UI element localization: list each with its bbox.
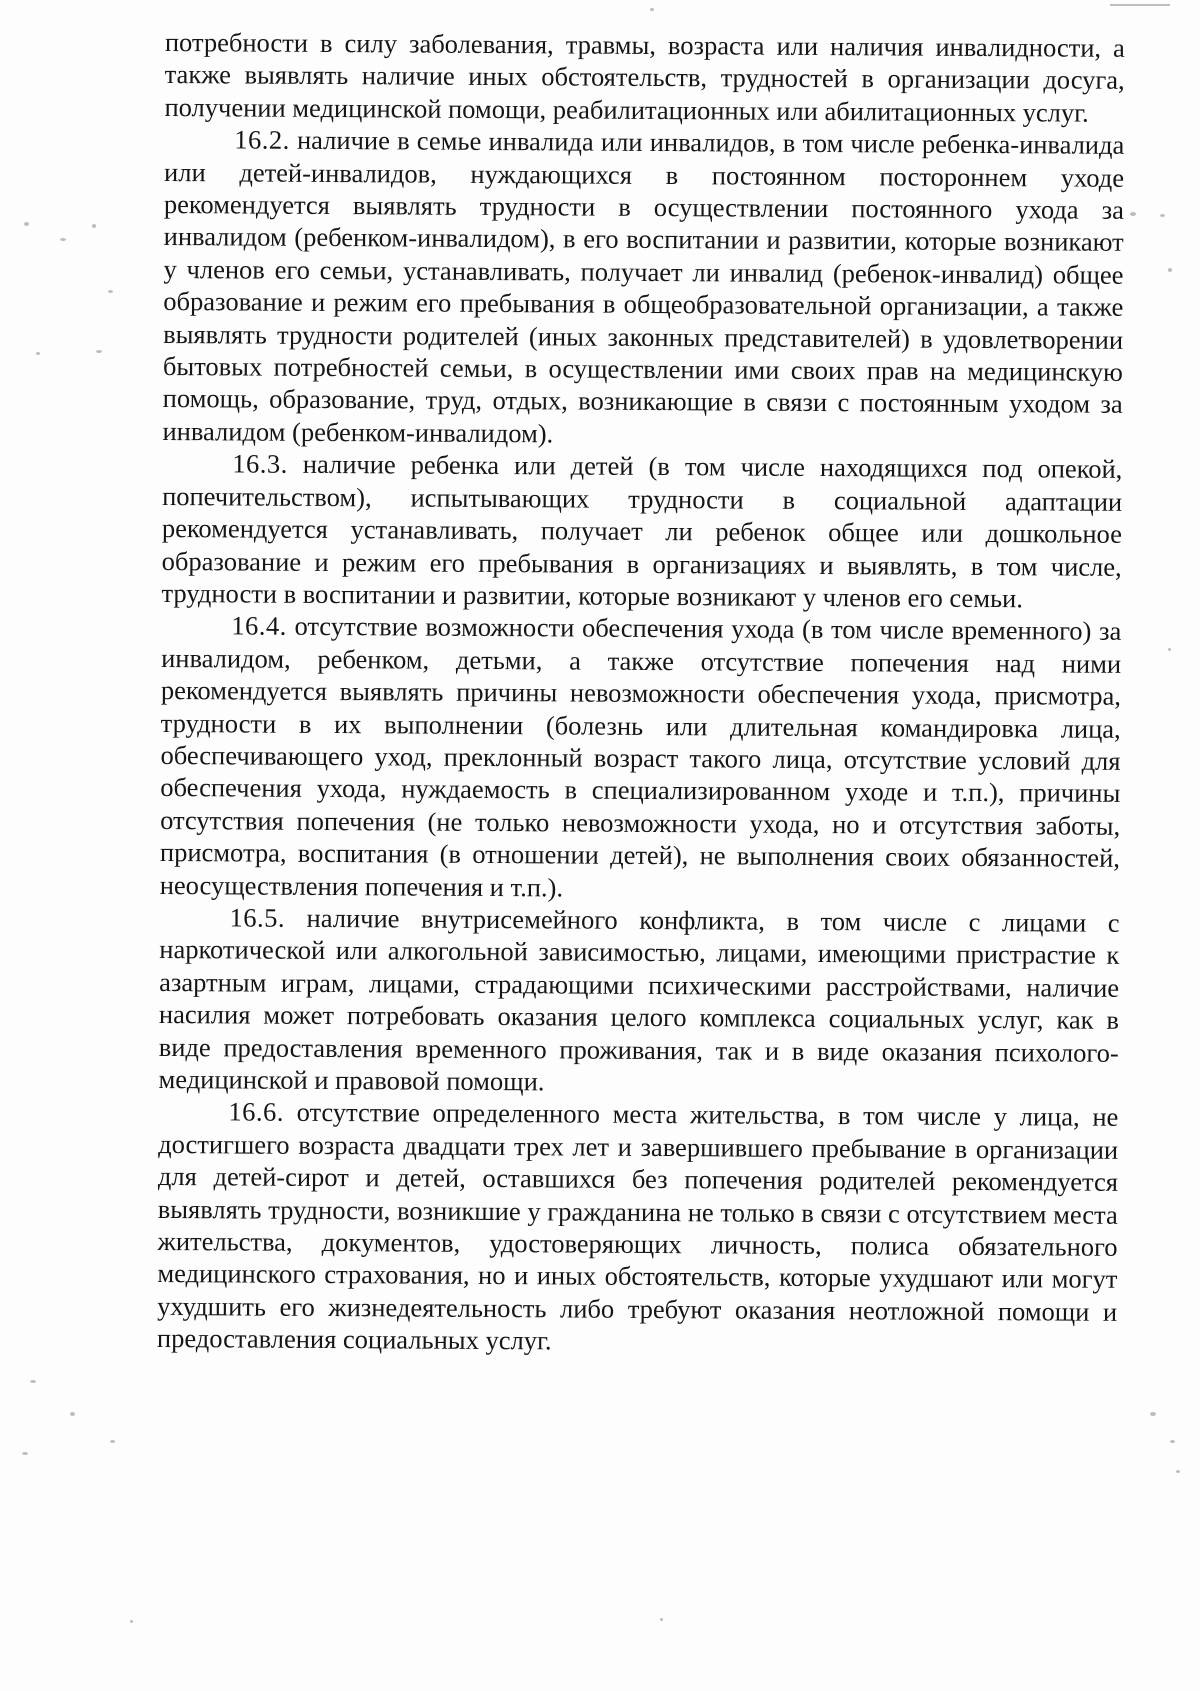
paragraph-16-3	[161, 447, 1122, 615]
scan-speck	[1110, 4, 1170, 6]
scan-speck	[1160, 214, 1165, 217]
paragraph-16-6	[157, 1095, 1119, 1360]
paragraph-text: наличие ребенка или детей (в том числе находящихся под опекой, попечительством), испытывающих трудности в социальной адаптации рекомендуется устанавливать, получает ли ребенок общее или дошкольное образование и режим его пребывания в организациях и выявлять, в том числе, трудности в воспитании и развитии, которые возникают у членов его семьи.	[161, 449, 1123, 614]
scan-speck	[1168, 268, 1172, 272]
paragraph-continuation	[164, 26, 1125, 129]
paragraph-number: 16.6.	[228, 1096, 284, 1128]
paragraph-text: потребности в силу заболевания, травмы, возраста или наличия инвалидности, а также выявлять наличие иных обстоятельств, трудностей в организации досуга, получении медицинской помощи, реабилитационных или абилитационных услуг.	[164, 26, 1125, 128]
paragraph-16-5	[158, 901, 1119, 1101]
scan-speck	[92, 224, 96, 228]
scan-speck	[60, 238, 66, 241]
document-body	[157, 26, 1125, 1360]
scan-speck	[70, 1412, 75, 1416]
paragraph-number: 16.2.	[234, 124, 290, 155]
scan-speck	[650, 8, 654, 11]
paragraph-text: отсутствие определенного места жительства, в том числе у лица, не достигшего возраста двадцати трех лет и завершившего пребывание в организации для детей-сирот и детей, оставшихся без попечения родителей рекомендуется выявлять трудности, возникшие у гражданина не только в связи с отсутствием места жительства, документов, удостоверяющих личность, полиса обязательного медицинского страхования, но и иных обстоятельств, которые ухудшают или могут ухудшить его жизнедеятельность либо требуют оказания неотложной помощи и предоставления социальных услуг.	[156, 1097, 1119, 1356]
scan-speck	[130, 1620, 133, 1623]
paragraph-number: 16.5.	[229, 902, 286, 933]
scan-speck	[1176, 1470, 1180, 1473]
paragraph-text: наличие в семье инвалида или инвалидов, в том числе ребенка-инвалида или детей-инвалидов, нуждающихся в постоянном постороннем уходе рекомендуется выявлять трудности в осуществлении постоянного ухода за инвалидом (ребенком-инвалидом), в его воспитании и развитии, которые возникают у членов его семьи, устанавливать, получает ли инвалид (ребенок-инвалид) общее образование и режим его пребывания в общеобразовательной организации, а также выявлять трудности родителей (иных законных представителей) в удовлетворении бытовых потребностей семьи, в осуществлении ими своих прав на медицинскую помощь, образование, труд, отдых, возникающие в связи с постоянным уходом за инвалидом (ребенком-инвалидом).	[162, 125, 1125, 449]
scan-speck	[30, 1380, 36, 1383]
paragraph-16-4	[160, 609, 1122, 907]
scan-speck	[1130, 212, 1136, 216]
paragraph-number: 16.4.	[231, 610, 287, 642]
scan-speck	[108, 290, 113, 293]
paragraph-16-2	[162, 123, 1124, 453]
scan-speck	[1168, 648, 1171, 651]
paragraph-number: 16.3.	[232, 448, 288, 480]
paragraph-text: наличие внутрисемейного конфликта, в том числе с лицами с наркотической или алкогольной зависимостью, лицами, имеющими пристрастие к азартным играм, лицами, страдающими психическими расстройствами, наличие насилия может потребовать оказания целого комплекса социальных услуг, как в виде предоставления временного проживания, так и в виде оказания психолого-медицинской и правовой помощи.	[158, 902, 1120, 1097]
scan-speck	[96, 350, 102, 353]
scan-speck	[24, 222, 29, 226]
scan-speck	[1150, 1412, 1156, 1416]
scan-speck	[110, 1440, 115, 1443]
paragraph-text: отсутствие возможности обеспечения ухода (в том числе временного) за инвалидом, ребенком, детьми, а также отсутствие попечения над ними рекомендуется выявлять причины невозможности обеспечения ухода, присмотра, трудности в их выполнении (болезнь или длительная командировка лица, обеспечивающего уход, преклонный возраст такого лица, отсутствие условий для обеспечения ухода, нуждаемость в специализированном уходе и т.п.), причины отсутствия попечения (не только невозможности ухода, но и отсутствия заботы, присмотра, воспитания (в отношении детей), не выполнения своих обязанностей, неосуществления попечения и т.п.).	[159, 611, 1122, 903]
scan-speck	[660, 1618, 663, 1621]
scan-speck	[22, 1452, 28, 1455]
scan-speck	[36, 352, 40, 355]
scan-speck	[1170, 1440, 1175, 1443]
